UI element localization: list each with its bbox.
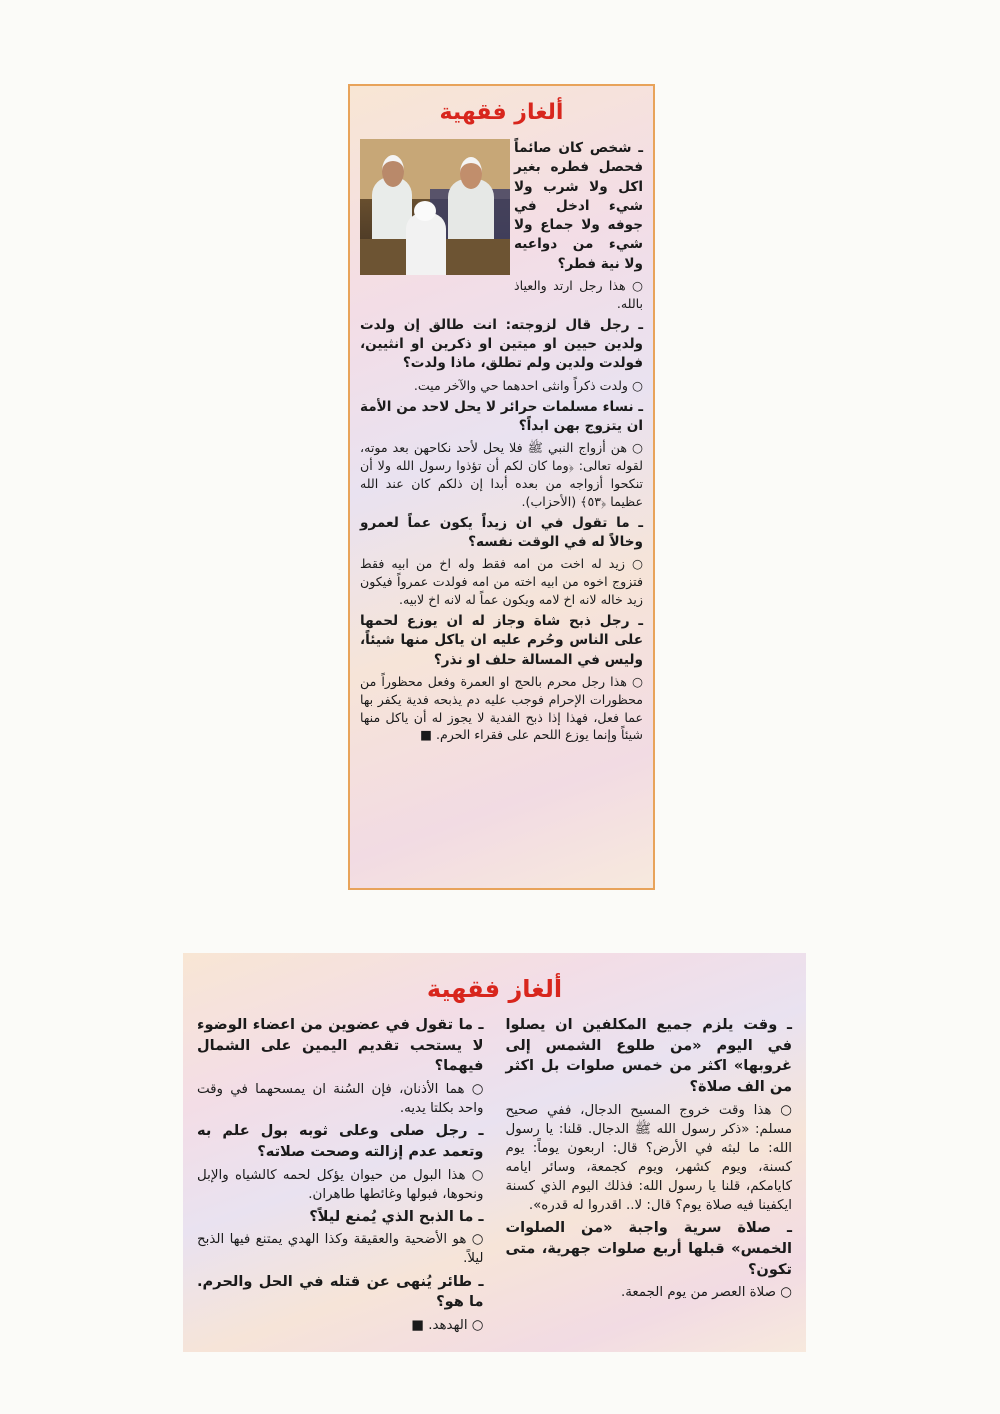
question-text: ـ ما الذبح الذي يُمنع ليلاً؟ <box>309 1207 484 1225</box>
puzzles-box-bottom <box>183 953 806 1352</box>
two-columns <box>197 1015 792 1338</box>
question-text: ـ وقت يلزم جميع المكلفين ان يصلوا في اليوم «من طلوع الشمس إلى غروبها» اكثر من خمس صلوات بل اكثر من الف صلاة؟ <box>505 1016 792 1096</box>
box-title: ألغاز فقهية <box>426 975 563 1003</box>
answer-text: ○ هذا رجل ارتد والعياذ بالله. <box>514 278 643 311</box>
question-text: ـ طائر يُنهى عن قتله في الحل والحرم. ما هو؟ <box>197 1272 484 1311</box>
answer-text: ○ زيد له اخت من امه فقط وله اخ من ابيه فقط فتزوج اخوه من ابيه اخته من امه فولدت عمرواً فيكون زيد خاله لانه اخ لامه ويكون عماً له لانه اخ لابيه. <box>360 556 643 608</box>
question-text: ـ رجل قال لزوجته: انت طالق إن ولدت ولدين حيين او ميتين او ذكرين او انثيين، فولدت ولدين ولم تطلق، ماذا ولدت؟ <box>360 316 643 372</box>
answer-text: ○ ولدت ذكراً وانثى احدهما حي والآخر ميت. <box>413 377 643 393</box>
question-text: ـ صلاة سرية واجبة «من الصلوات الخمس» قبلها أربع صلوات جهرية، متى تكون؟ <box>505 1219 792 1278</box>
question-text: ـ ما تقول في ان زيداً يكون عماً لعمرو وخالاً له في الوقت نفسه؟ <box>360 514 643 550</box>
puzzles-box-top <box>348 84 655 890</box>
right-column <box>506 1015 793 1338</box>
question-text: ـ رجل ذبح شاة وجاز له ان يوزع لحمها على الناس وحُرم عليه ان ياكل منها شيئاً، وليس في المسالة حلف او نذر؟ <box>360 612 643 668</box>
question-text: ـ شخص كان صائماً فحصل فطره بغير اكل ولا شرب ولا شيء ادخل في جوفه ولا جماع ولا شيء من دواعيه ولا نية فطر؟ <box>514 140 643 272</box>
answer-text: ○ هو الأضحية والعقيقة وكذا الهدي يمتنع فيها الذبح ليلاً. <box>197 1232 484 1267</box>
answer-text: ○ هذا البول من حيوان يؤكل لحمه كالشياه والإبل ونحوها، فبولها وغائطها طاهران. <box>197 1167 484 1202</box>
question-text: ـ رجل صلى وعلى ثوبه بول علم به وتعمد عدم إزالته وصحت صلاته؟ <box>197 1122 484 1160</box>
answer-text: ○ هما الأذنان، فإن السُنة ان يمسحهما في وقت واحد بكلتا يديه. <box>197 1082 484 1117</box>
answer-text: ○ هن أزواج النبي ﷺ فلا يحل لأحد نكاحهن بعد موته، لقوله تعالى: ﴿وما كان لكم أن تؤذوا رسول الله ولا أن تنكحوا أزواجه من بعده أبدا إن ذلكم كان عند الله عظيما ﴿٥٣﴾ (الأحزاب). <box>360 440 643 509</box>
photo-scholars <box>360 139 510 275</box>
answer-text: ○ صلاة العصر من يوم الجمعة. <box>621 1285 792 1301</box>
question-text: ـ نساء مسلمات حرائر لا يحل لاحد من الأمة ان يتزوج بهن ابداً؟ <box>360 398 643 434</box>
left-column <box>197 1015 484 1338</box>
question-text: ـ ما تقول في عضوين من اعضاء الوضوء لا يستحب تقديم اليمين على الشمال فيهما؟ <box>197 1016 484 1075</box>
answer-text: ○ هذا وقت خروج المسيح الدجال، ففي صحيح مسلم: «ذكر رسول الله ﷺ الدجال. قلنا: يا رسول الله: ما لبثه في الأرض؟ قال: اربعون يوماً: يوم كسنة، ويوم كشهر، ويوم كجمعة، وسائر ايامه كايامكم، قلنا يا رسول الله: فذلك اليوم الذي كسنة ايكفينا فيه صلاة يوم؟ قال: لا.. اقدروا له قدره». <box>505 1102 792 1214</box>
box-title: ألغاز فقهية <box>439 100 564 125</box>
answer-text: ○ هذا رجل محرم بالحج او العمرة وفعل محظوراً من محظورات الإحرام فوجب عليه دم يذبحه فدية يكفر بها عما فعل، فهذا إذا ذبح الفدية لا يجوز له أن ياكل منها شيئاً وإنما يوزع اللحم على فقراء الحرم. ■ <box>360 673 643 743</box>
answer-text: ○ الهدهد. ■ <box>411 1317 484 1333</box>
